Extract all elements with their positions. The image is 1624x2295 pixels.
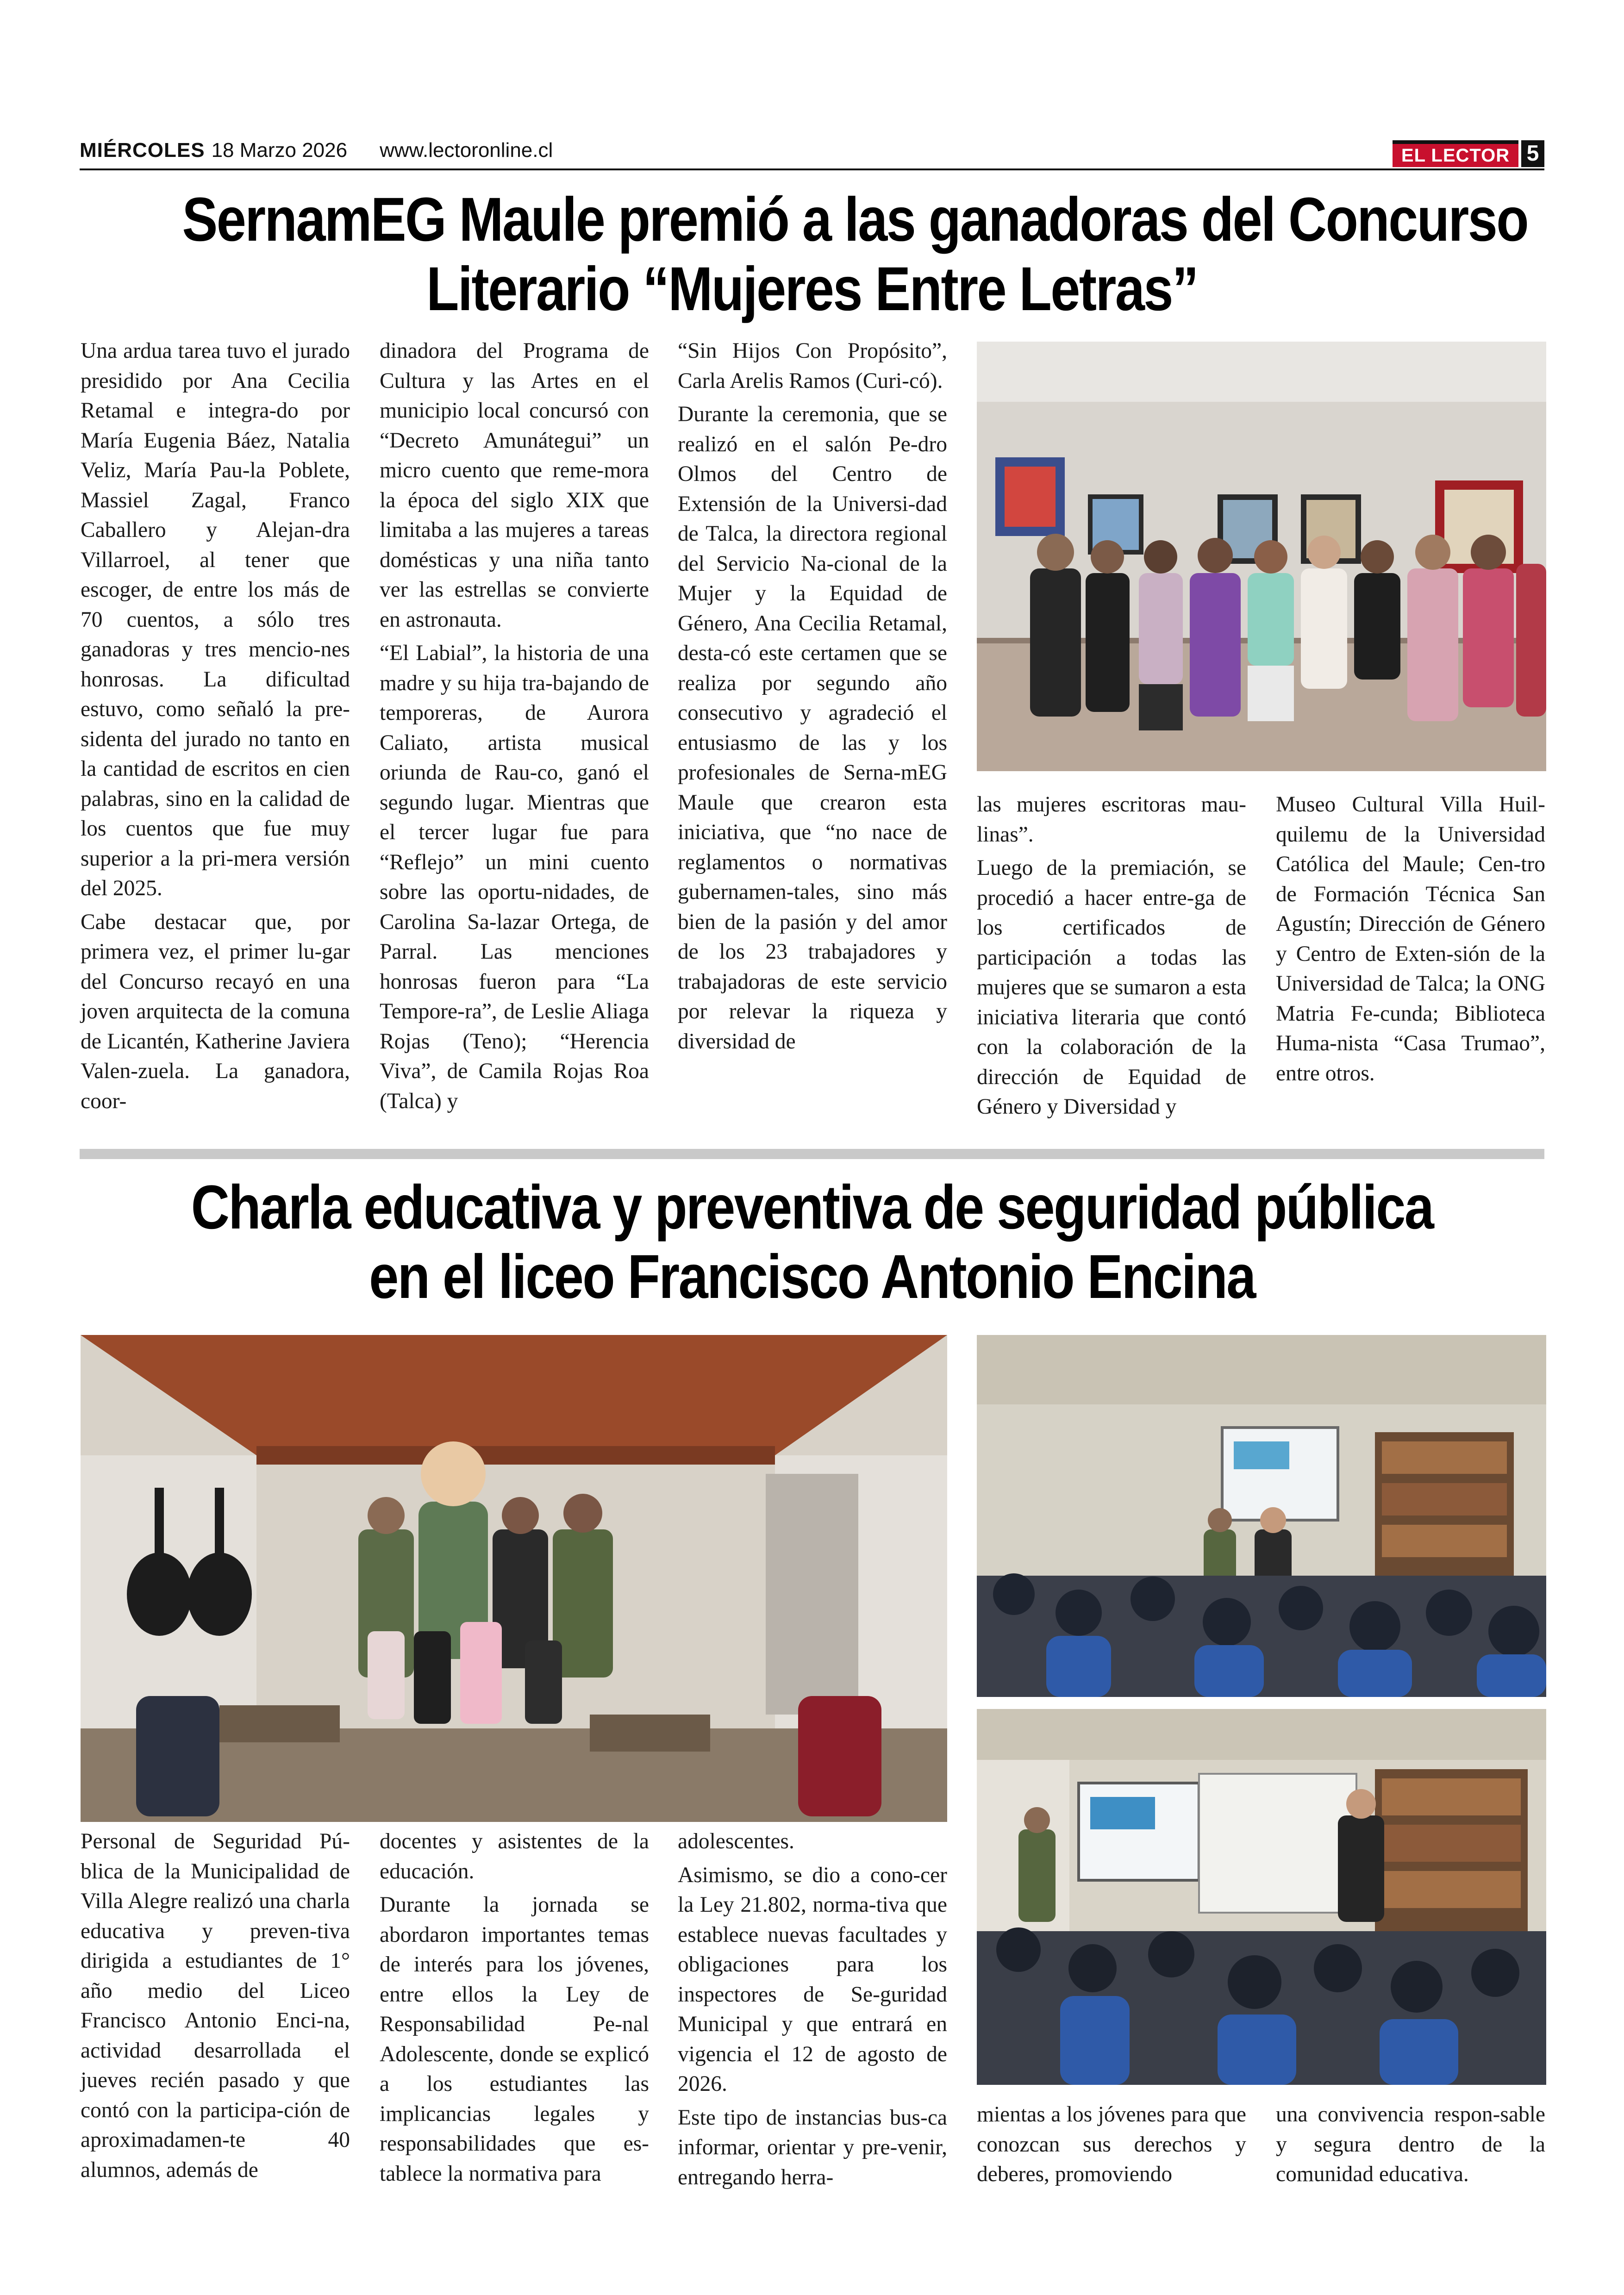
- lecture-bottom-illustration: [977, 1709, 1546, 2085]
- article1-column-5: [1276, 790, 1545, 1088]
- article2-column-4: [977, 2100, 1246, 2189]
- article1-headline: [182, 185, 1528, 324]
- article1-headline-line2: Literario “Mujeres Entre Letras”: [426, 255, 1198, 324]
- lecture-top-illustration: [977, 1335, 1546, 1697]
- article2-headline-line1: Charla educativa y preventiva de seguridad pública: [191, 1173, 1433, 1242]
- article1-col5-p1: Museo Cultural Villa Huil-quilemu de la Universidad Católica del Maule; Cen-tro de Formación Técnica San Agustín; Dirección de Género y Centro de Exten-sión de la Universidad de Talca; la ONG Matria Fe-cunda; Biblioteca Huma-nista “Casa Trumao”, entre otros.: [1276, 792, 1545, 1085]
- article2-col2-p2: Durante la jornada se abordaron importantes temas de interés para los jóvenes, entre ellos la Ley de Responsabilidad Pe-nal Adolescente, donde se explicó a los estudiantes las implicancias legales y responsabilidades que es-tablece la normativa para: [380, 1893, 649, 2186]
- article1-col3-p2: Durante la ceremonia, que se realizó en el salón Pe-dro Olmos del Centro de Extensión de la Universi-dad de Talca, la directora regional del Servicio Na-cional de la Mujer y la Equidad de Género, Ana Cecilia Retamal, desta-có este certamen que se realiza por segundo año consecutivo y agradeció el entusiasmo de las y los profesionales de Serna-mEG Maule que crearon esta iniciativa, que “no nace de reglamentos o normativas gubernamen-tales, sino más bien de la pasión y del amor de los 23 trabajadores y trabajadoras de este servicio por relevar la riqueza y diversidad de: [678, 402, 947, 1054]
- article1-column-2: [380, 336, 649, 1116]
- newspaper-logo: EL LECTOR: [1393, 140, 1518, 167]
- classroom-mascot-illustration: [81, 1335, 947, 1822]
- lecture-photo-top: [977, 1335, 1546, 1697]
- article1-col4-p2: Luego de la premiación, se procedió a hacer entre-ga de los certificados de participación a todas las mujeres que se sumaron a esta iniciativa literaria que contó con la colaboración de la dirección de Equidad de Género y Diversidad y: [977, 856, 1246, 1119]
- article1-col1-p2: Cabe destacar que, por primera vez, el primer lu-gar del Concurso recayó en una joven arquitecta de la comuna de Licantén, Katherine Javiera Valen-zuela. La ganadora, coor-: [81, 910, 350, 1113]
- article1-col2-p2: “El Labial”, la historia de una madre y su hija tra-bajando de temporeras, de Aurora Caliato, artista musical oriunda de Rau-co, ganó el segundo lugar. Mientras que el tercer lugar fue para “Reflejo” un mini cuento sobre las oportu-nidades, de Carolina Sa-lazar Ortega, de Parral. Las menciones honrosas fueron para “La Tempore-ra”, de Leslie Aliaga Rojas (Teno); “Herencia Viva”, de Camila Rojas Roa (Talca) y: [380, 641, 649, 1113]
- article2-col1-p1: Personal de Seguridad Pú-blica de la Municipalidad de Villa Alegre realizó una charla educativa y preven-tiva dirigida a estudiantes de 1° año medio del Liceo Francisco Antonio Enci-na, actividad desarrollada el jueves recién pasado y que contó con la participa-ción de aproximadamen-te 40 alumnos, además de: [81, 1829, 350, 2182]
- article2-column-1: [81, 1827, 350, 2185]
- article2-col3-p1: adolescentes.: [678, 1829, 794, 1853]
- section-divider: [80, 1149, 1544, 1159]
- header-date: 18 Marzo 2026: [211, 139, 348, 162]
- header-day: MIÉRCOLES: [80, 139, 205, 162]
- header-website[interactable]: www.lectoronline.cl: [380, 139, 553, 162]
- article2-col3-p2: Asimismo, se dio a cono-cer la Ley 21.802, norma-tiva que establece nuevas facultades y obligaciones para los inspectores de Se-guridad Municipal y que entrará en vigencia el 12 de agosto de 2026.: [678, 1863, 947, 2096]
- ceremony-group-photo: [977, 342, 1546, 771]
- header-rule: [80, 168, 1544, 170]
- article2-column-3: [678, 1827, 947, 2192]
- article2-col3-p3: Este tipo de instancias bus-ca informar, orientar y pre-venir, entregando herra-: [678, 2105, 947, 2189]
- article1-col2-p1: dinadora del Programa de Cultura y las Artes en el municipio local concursó con “Decreto Amunátegui” un micro cuento que reme-mora la época del siglo XIX que limitaba a las mujeres a tareas domésticas y una niña tanto ver las estrellas se convierte en astronauta.: [380, 339, 649, 632]
- ceremony-photo-illustration: [977, 342, 1546, 771]
- article1-col4-p1: las mujeres escritoras mau-linas”.: [977, 792, 1246, 847]
- article2-column-5: [1276, 2100, 1545, 2189]
- page-number: 5: [1521, 140, 1544, 167]
- article1-headline-line1: SernamEG Maule premió a las ganadoras del Concurso: [182, 185, 1528, 254]
- article1-column-1: [81, 336, 350, 1116]
- article1-col1-p1: Una ardua tarea tuvo el jurado presidido por Ana Cecilia Retamal e integra-do por María Eugenia Báez, Natalia Veliz, María Pau-la Poblete, Massiel Zagal, Franco Caballero y Alejan-dra Villarroel, al tener que escoger, de entre los más de 70 cuentos, a sólo tres ganadoras y tres mencio-nes honrosas. La dificultad estuvo, como señaló la pre-sidenta del jurado no tanto en la cantidad de escritos en cien palabras, sino en la calidad de los cuentos que fue muy superior a la pri-mera versión del 2025.: [81, 339, 350, 900]
- article1-col3-p1: “Sin Hijos Con Propósito”, Carla Arelis Ramos (Curi-có).: [678, 339, 947, 393]
- article1-column-4: [977, 790, 1246, 1122]
- article1-column-3: [678, 336, 947, 1056]
- page-header-info: [80, 139, 553, 167]
- article2-column-2: [380, 1827, 649, 2189]
- classroom-mascot-photo: [81, 1335, 947, 1822]
- article2-headline-line2: en el liceo Francisco Antonio Encina: [369, 1242, 1255, 1311]
- article2-col2-p1: docentes y asistentes de la educación.: [380, 1829, 649, 1883]
- lecture-photo-bottom: [977, 1709, 1546, 2085]
- article2-col4-p1: mientas a los jóvenes para que conozcan sus derechos y deberes, promoviendo: [977, 2102, 1246, 2186]
- article2-headline: [182, 1173, 1442, 1312]
- article2-col5-p1: una convivencia respon-sable y segura dentro de la comunidad educativa.: [1276, 2102, 1545, 2186]
